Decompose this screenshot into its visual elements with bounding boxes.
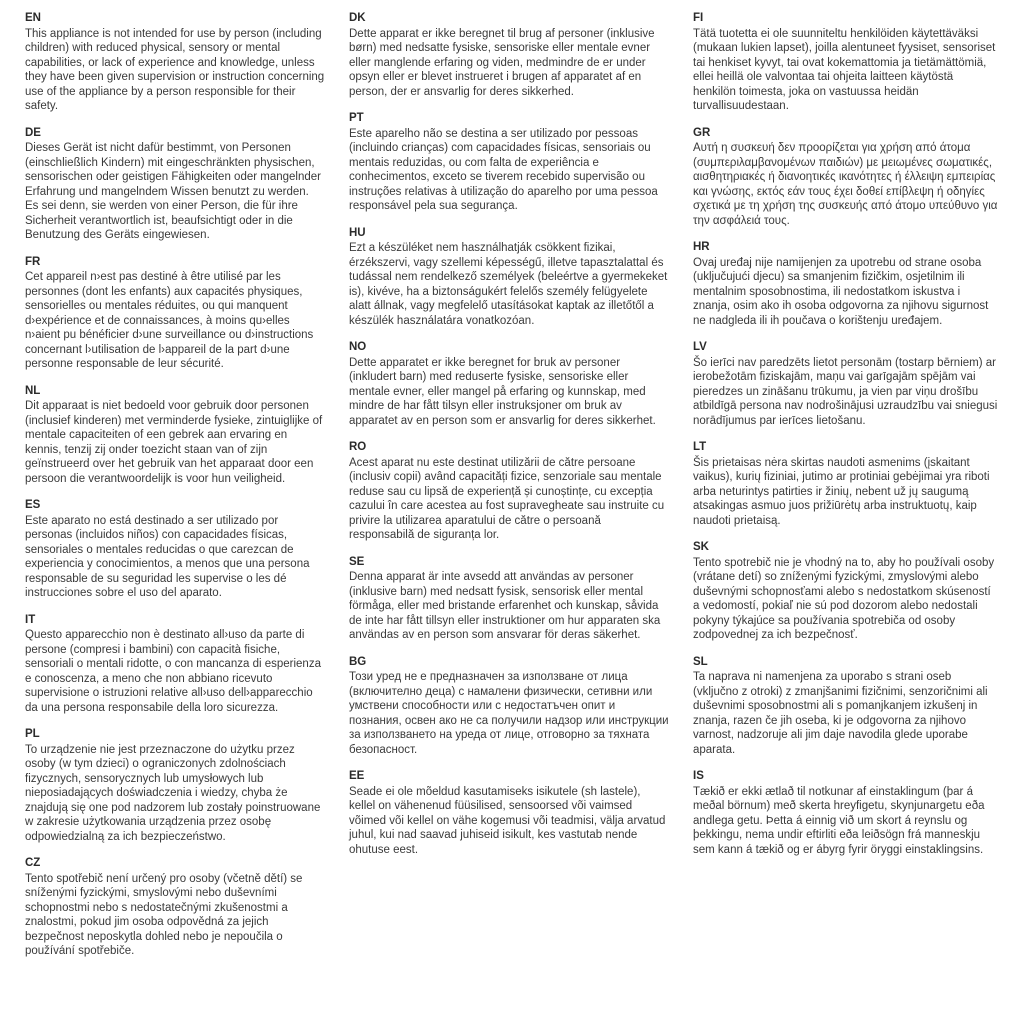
language-code-ro: RO	[349, 441, 367, 453]
language-code-lt: LT	[693, 441, 707, 453]
language-text-dk: Dette apparat er ikke beregnet til brug af personer (inklusive børn) med nedsatte fysiske, sensoriske eller mentale evner eller manglende erfaring og viden, medmindre de er under opsyn eller er blevet instrueret i brugen af apparatet af en person, der er ansvarlig for deres sikkerhed.	[349, 27, 655, 98]
language-code-es: ES	[25, 499, 41, 511]
language-text-hr: Ovaj uređaj nije namijenjen za upotrebu od strane osoba (uključujući djecu) sa smanjenim fizičkim, osjetilnim ili mentalnim sposobnostima, ili nedostatkom iskustva i znanja, osim ako ih osoba odgovorna za njihovu sigurnost ne nadgleda ili ih poučava o korištenju uređajem.	[693, 256, 989, 327]
language-section-ee	[349, 769, 669, 857]
language-text-lv: Šo ierīci nav paredzēts lietot personām (tostarp bērniem) ar ierobežotām fiziskajām, maņu vai garīgajām spējām vai pieredzes un zināšanu trūkumu, ja vien par viņu drošību atbildīgā persona nav nodrošinājusi uzraudzību vai sniegusi norādījumus par ierīces lietošanu.	[693, 356, 998, 427]
language-code-ee: EE	[349, 770, 365, 782]
language-section-pl	[25, 727, 325, 844]
language-text-de: Dieses Gerät ist nicht dafür bestimmt, von Personen (einschließlich Kindern) mit eingeschränkten physischen, sensorischen oder geistigen Fähigkeiten oder mangelnder Erfahrung und mangelndem Wissen benutzt zu werden. Es sei denn, sie werden von einer Person, die für ihre Sicherheit verantwortlich ist, beaufsichtigt oder in die Benutzung des Geräts eingewiesen.	[25, 142, 321, 241]
language-section-bg	[349, 655, 669, 758]
language-text-sk: Tento spotrebič nie je vhodný na to, aby ho používali osoby (vrátane detí) so zníženými fyzickými, zmyslovými alebo duševnými schopnosťami alebo s nedostatkom skúseností a vedomostí, pokiaľ nie sú pod dozorom alebo nedostali pokyny týkajúce sa používania spotrebiča od osoby zodpovednej za ich bezpečnosť.	[693, 556, 995, 641]
language-code-se: SE	[349, 555, 365, 568]
language-code-de: DE	[25, 126, 41, 139]
language-section-es	[25, 498, 325, 601]
column-1	[25, 11, 325, 971]
language-code-hr: HR	[693, 241, 710, 253]
language-section-fi	[693, 11, 999, 114]
language-section-lv	[693, 340, 999, 428]
language-code-sl: SL	[693, 655, 708, 668]
language-code-sk: SK	[693, 541, 709, 553]
language-section-ro	[349, 440, 669, 543]
language-section-pt	[349, 111, 669, 214]
language-section-sl	[693, 655, 999, 758]
language-code-pt: PT	[349, 112, 364, 124]
language-code-lv: LV	[693, 341, 707, 353]
language-section-hr	[693, 240, 999, 328]
language-section-dk	[349, 11, 669, 99]
language-text-is: Tækið er ekki ætlað til notkunar af einstaklingum (þar á meðal börnum) með skerta hreyfigetu, skynjunargetu eða andlega getu. Þetta á einnig við um skort á reynslu og þekkingu, nema undir eftirliti eða leiðsögn frá manneskju sem kann á tækið og er ábyrg fyrir öryggi einstaklingsins.	[693, 785, 985, 856]
language-text-it: Questo apparecchio non è destinato all›uso da parte di persone (compresi i bambini) con capacità fisiche, sensoriali o mentali ridotte, o con mancanza di esperienza e conoscenza, a meno che non abbiano ricevuto supervisione o istruzioni relative all›uso dell›apparecchio da una persona responsabile della loro sicurezza.	[25, 629, 321, 714]
language-code-no: NO	[349, 341, 367, 353]
language-text-nl: Dit apparaat is niet bedoeld voor gebruik door personen (inclusief kinderen) met verminderde fysieke, zintuiglijke of mentale capaciteiten of een gebrek aan ervaring en kennis, tenzij zij onder toezicht staan van of zijn geïnstrueerd over het gebruik van het apparaat door een persoon die verantwoordelijk is voor hun veiligheid.	[25, 400, 323, 485]
language-text-se: Denna apparat är inte avsedd att användas av personer (inklusive barn) med nedsatt fysisk, sensorisk eller mental förmåga, eller med bristande erfarenhet och kunskap, såvida de inte har fått tillsyn eller instruktioner om hur apparaten ska användas av en person som ansvarar för deras säkerhet.	[349, 571, 661, 641]
language-section-it	[25, 613, 325, 716]
language-section-no	[349, 340, 669, 428]
language-code-gr: GR	[693, 126, 711, 139]
language-code-fr: FR	[25, 255, 41, 268]
language-text-pl: To urządzenie nie jest przeznaczone do użytku przez osoby (w tym dzieci) o ograniczonych zdolnościach fizycznych, sensorycznych lub umysłowych lub nieposiadających doświadczenia i wiedzy, chyba że znajdują się one pod nadzorem lub zostały poinstruowane w zakresie użytkowania urządzenia przez osobę odpowiedzialną za ich bezpieczeństwo.	[25, 743, 321, 843]
language-code-cz: CZ	[25, 857, 41, 869]
language-text-bg: Този уред не е предназначен за използване от лица (включително деца) с намалени физически, сетивни или умствени способности или с недостатъчен опит и познания, освен ако не са получили надзор или инструкции за използването на уреда от лице, отговорно за тяхната безопасност.	[349, 671, 669, 756]
language-text-es: Este aparato no está destinado a ser utilizado por personas (incluidos niños) con capacidades físicas, sensoriales o mentales reducidas o que carezcan de experiencia y conocimientos, a menos que una persona responsable de su seguridad les supervise o les dé instrucciones sobre el uso del aparato.	[25, 514, 310, 599]
language-section-sk	[693, 540, 999, 643]
language-code-dk: DK	[349, 12, 366, 24]
language-code-en: EN	[25, 12, 41, 24]
language-code-it: IT	[25, 613, 36, 626]
language-section-se	[349, 555, 669, 643]
language-section-hu	[349, 226, 669, 329]
language-text-no: Dette apparatet er ikke beregnet for bruk av personer (inkludert barn) med reduserte fysiske, sensoriske eller mentale evner, eller mangel på erfaring og kunnskap, med mindre de har fått tilsyn eller instruksjoner om bruk av apparatet av en person som er ansvarlig for deres sikkerhet.	[349, 356, 656, 427]
language-code-fi: FI	[693, 12, 704, 24]
language-code-is: IS	[693, 770, 704, 782]
language-section-nl	[25, 384, 325, 487]
language-text-sl: Ta naprava ni namenjena za uporabo s strani oseb (vključno z otroki) z zmanjšanimi fizičnimi, senzoričnimi ali duševnimi sposobnostmi ali s pomanjkanjem izkušenj in znanja, razen če jih oseba, ki je odgovorna za njihovo varnost, nadzoruje ali jim daje navodila glede uporabe aparata.	[693, 671, 988, 756]
language-text-lt: Šis prietaisas nėra skirtas naudoti asmenims (įskaitant vaikus), kurių fiziniai, jutimo ar protiniai gebėjimai yra riboti arba neturintys patirties ir žinių, nebent už jų saugumą atsakingas asmuo juos prižiūrėtų arba instruktuotų, kaip naudoti prietaisą.	[693, 456, 990, 527]
language-text-pt: Este aparelho não se destina a ser utilizado por pessoas (incluindo crianças) com capacidades físicas, sensoriais ou mentais reduzidas, ou com falta de experiência e conhecimentos, exceto se tiverem recebido supervisão ou instruções relativas à utilização do aparelho por uma pessoa responsável pela sua segurança.	[349, 127, 658, 212]
language-text-en: This appliance is not intended for use by person (including children) with reduced physical, sensory or mental capabilities, or lack of experience and knowledge, unless they have been given supervision or instruction concerning use of the appliance by a person responsible for their safety.	[25, 27, 325, 112]
language-section-is	[693, 769, 999, 857]
language-text-ro: Acest aparat nu este destinat utilizării de către persoane (inclusiv copii) având capacități fizice, senzoriale sau mentale reduse sau cu lipsă de experiență și cunoștințe, cu excepția cazului în care acestea au fost supravegheate sau instruite cu privire la utilizarea aparatului de către o persoană responsabilă de siguranța lor.	[349, 456, 665, 541]
language-text-hu: Ezt a készüléket nem használhatják csökkent fizikai, érzékszervi, vagy szellemi képességű, illetve tapasztalattal és tudással nem rendelkező személyek (beleértve a gyermekeket is), kivéve, ha a biztonságukért felelős személy felügyelete alatt állnak, vagy megfelelő utasításokat kaptak az illetőtől a készülék használatára vonatkozóan.	[349, 242, 668, 327]
language-text-fr: Cet appareil n›est pas destiné à être utilisé par les personnes (dont les enfants) aux capacités physiques, sensorielles ou mentales réduites, ou qui manquent d›expérience et de connaissances, à moins qu›elles n›aient pu bénéficier d›une surveillance ou d›instructions concernant l›utilisation de l›appareil de la part d›une personne responsable de leur sécurité.	[25, 271, 314, 370]
language-text-gr: Αυτή η συσκευή δεν προορίζεται για χρήση από άτομα (συμπεριλαμβανομένων παιδιών) με μειωμένες σωματικές, αισθητηριακές ή διανοητικές ικανότητες ή έλλειψη εμπειρίας και γνώσης, εκτός εάν τους έχει δοθεί επίβλεψη ή οδηγίες σχετικά με τη χρήση της συσκευής από άτομο υπεύθυνο για την ασφάλειά τους.	[693, 142, 998, 227]
language-code-pl: PL	[25, 728, 40, 740]
language-text-ee: Seade ei ole mõeldud kasutamiseks isikutele (sh lastele), kellel on vähenenud füüsilised, sensoorsed või vaimsed võimed või kellel on vähe kogemusi või teadmisi, välja arvatud juhul, kui nad saavad juhiseid isikult, kes vastutab nende ohutuse eest.	[349, 785, 666, 856]
language-code-nl: NL	[25, 384, 41, 397]
language-section-gr	[693, 126, 999, 229]
language-section-de	[25, 126, 325, 243]
language-section-cz	[25, 856, 325, 959]
column-2	[349, 11, 669, 971]
language-code-bg: BG	[349, 655, 367, 668]
language-code-hu: HU	[349, 226, 366, 239]
language-section-lt	[693, 440, 999, 528]
language-text-cz: Tento spotřebič není určený pro osoby (včetně dětí) se sníženými fyzickými, smyslovými nebo duševními schopnostmi nebo s nedostatečnými zkušenostmi a znalostmi, pokud jim osoba odpovědná za jejich bezpečnost neposkytla dohled nebo je nepoučila o používání spotřebiče.	[25, 872, 303, 957]
language-section-fr	[25, 255, 325, 372]
column-3	[693, 11, 999, 971]
language-section-en	[25, 11, 325, 114]
language-text-fi: Tätä tuotetta ei ole suunniteltu henkilöiden käytettäväksi (mukaan lukien lapset), joilla alentuneet fyysiset, sensoriset tai henkiset kyvyt, tai ovat kokemattomia ja tietämättömiä, ellei heillä ole valvontaa tai ohjeita laitteen käytöstä henkilön toimesta, joka on vastuussa heidän turvallisuudestaan.	[693, 27, 996, 112]
